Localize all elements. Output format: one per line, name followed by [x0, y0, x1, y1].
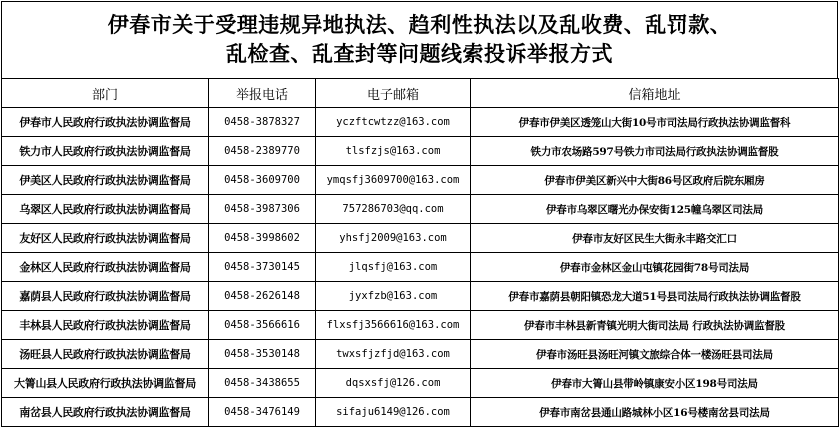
department-cell: 铁力市人民政府行政执法协调监督局: [2, 137, 209, 166]
title-line-2: 乱检查、乱查封等问题线索投诉举报方式: [226, 42, 613, 66]
table-row: [2, 253, 839, 282]
email-cell: dqsxsfj@126.com: [316, 369, 471, 398]
header-department: 部门: [2, 79, 209, 108]
table-row: [2, 224, 839, 253]
address-cell: 铁力市农场路597号铁力市司法局行政执法协调监督股: [471, 137, 839, 166]
department-cell: 伊美区人民政府行政执法协调监督局: [2, 166, 209, 195]
email-cell: flxsfj3566616@163.com: [316, 311, 471, 340]
document-title: [1, 1, 838, 78]
department-cell: 金林区人民政府行政执法协调监督局: [2, 253, 209, 282]
table-row: [2, 195, 839, 224]
email-cell: jyxfzb@163.com: [316, 282, 471, 311]
header-email: 电子邮箱: [316, 79, 471, 108]
phone-cell: 0458-3476149: [209, 398, 316, 427]
department-cell: 南岔县人民政府行政执法协调监督局: [2, 398, 209, 427]
address-cell: 伊春市金林区金山屯镇花园街78号司法局: [471, 253, 839, 282]
email-cell: sifaju6149@126.com: [316, 398, 471, 427]
table-body: [2, 108, 839, 427]
header-address: 信箱地址: [471, 79, 839, 108]
phone-cell: 0458-3730145: [209, 253, 316, 282]
table-row: [2, 340, 839, 369]
department-cell: 乌翠区人民政府行政执法协调监督局: [2, 195, 209, 224]
contact-table: [1, 78, 839, 427]
email-cell: yhsfj2009@163.com: [316, 224, 471, 253]
title-line-1: 伊春市关于受理违规异地执法、趋利性执法以及乱收费、乱罚款、: [107, 13, 732, 37]
phone-cell: 0458-2389770: [209, 137, 316, 166]
address-cell: 伊春市嘉荫县朝阳镇恐龙大道51号县司法局行政执法协调监督股: [471, 282, 839, 311]
address-cell: 伊春市乌翠区曙光办保安街125幢乌翠区司法局: [471, 195, 839, 224]
email-cell: tlsfzjs@163.com: [316, 137, 471, 166]
table-row: [2, 166, 839, 195]
phone-cell: 0458-3987306: [209, 195, 316, 224]
department-cell: 丰林县人民政府行政执法协调监督局: [2, 311, 209, 340]
department-cell: 友好区人民政府行政执法协调监督局: [2, 224, 209, 253]
header-phone: 举报电话: [209, 79, 316, 108]
phone-cell: 0458-3998602: [209, 224, 316, 253]
address-cell: 伊春市丰林县新青镇光明大街司法局 行政执法协调监督股: [471, 311, 839, 340]
table-row: [2, 398, 839, 427]
email-cell: ymqsfj3609700@163.com: [316, 166, 471, 195]
address-cell: 伊春市大箐山县带岭镇康安小区198号司法局: [471, 369, 839, 398]
department-cell: 伊春市人民政府行政执法协调监督局: [2, 108, 209, 137]
phone-cell: 0458-2626148: [209, 282, 316, 311]
table-header-row: [2, 79, 839, 108]
address-cell: 伊春市南岔县通山路城林小区16号楼南岔县司法局: [471, 398, 839, 427]
table-row: [2, 282, 839, 311]
phone-cell: 0458-3878327: [209, 108, 316, 137]
table-row: [2, 311, 839, 340]
document-sheet: [1, 1, 838, 437]
phone-cell: 0458-3566616: [209, 311, 316, 340]
department-cell: 大箐山县人民政府行政执法协调监督局: [2, 369, 209, 398]
phone-cell: 0458-3530148: [209, 340, 316, 369]
email-cell: jlqsfj@163.com: [316, 253, 471, 282]
table-row: [2, 108, 839, 137]
table-row: [2, 137, 839, 166]
address-cell: 伊春市友好区民生大街永丰路交汇口: [471, 224, 839, 253]
email-cell: twxsfjzfjd@163.com: [316, 340, 471, 369]
address-cell: 伊春市汤旺县汤旺河镇文旅综合体一楼汤旺县司法局: [471, 340, 839, 369]
address-cell: 伊春市伊美区透笼山大街10号市司法局行政执法协调监督科: [471, 108, 839, 137]
department-cell: 嘉荫县人民政府行政执法协调监督局: [2, 282, 209, 311]
department-cell: 汤旺县人民政府行政执法协调监督局: [2, 340, 209, 369]
phone-cell: 0458-3609700: [209, 166, 316, 195]
phone-cell: 0458-3438655: [209, 369, 316, 398]
email-cell: 757286703@qq.com: [316, 195, 471, 224]
address-cell: 伊春市伊美区新兴中大街86号区政府后院东厢房: [471, 166, 839, 195]
table-row: [2, 369, 839, 398]
email-cell: yczftcwtzz@163.com: [316, 108, 471, 137]
